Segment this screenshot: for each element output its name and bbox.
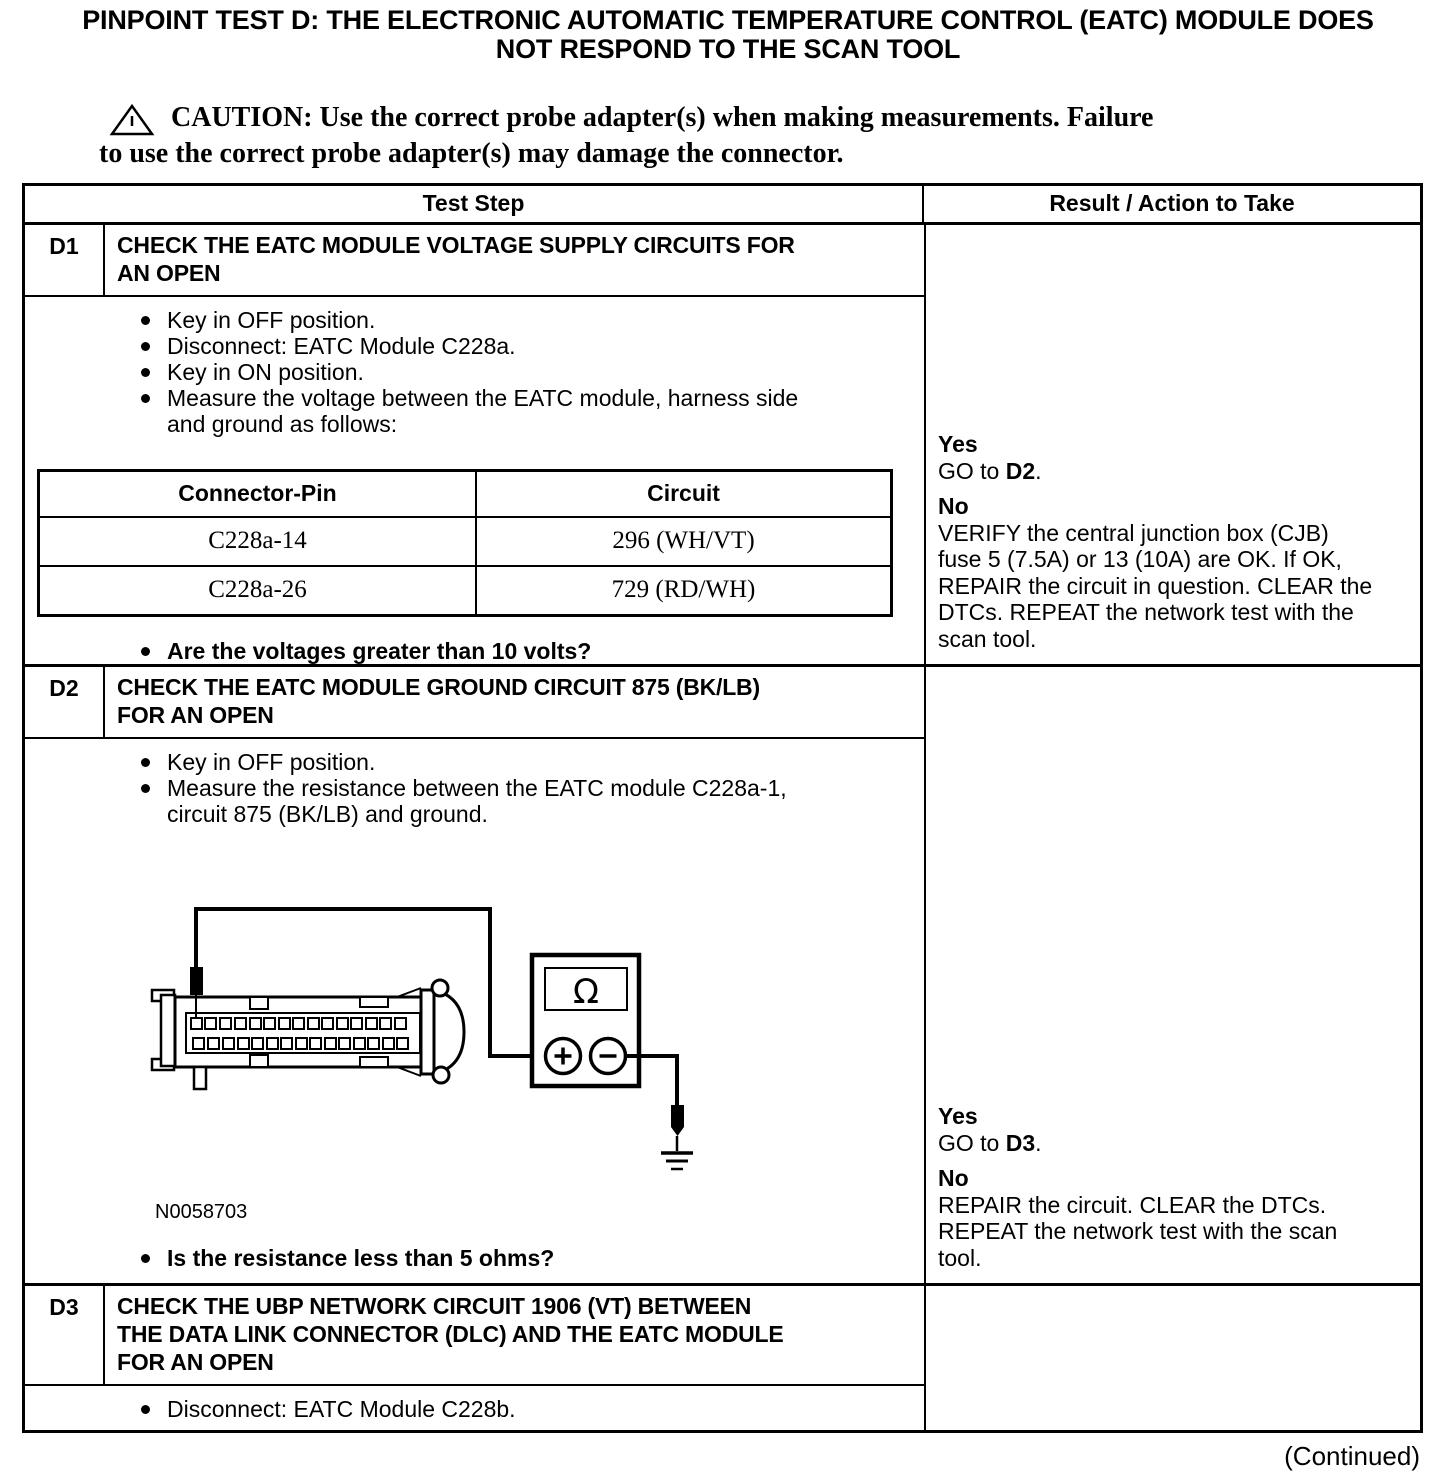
step-d1-id: D1 [25, 225, 105, 297]
instruction-bullet: Key in ON position. [167, 359, 924, 385]
result-yes-action: GO to D2. [938, 457, 1042, 484]
caution-text-line-2: to use the correct probe adapter(s) may damage the connector. [99, 138, 844, 169]
step-d3-result-cell [924, 1286, 1420, 1430]
result-no-action: REPAIR the circuit. CLEAR the DTCs. REPEAT the network test with the scan tool. [938, 1191, 1338, 1271]
instruction-bullet: Disconnect: EATC Module C228a. [167, 333, 924, 359]
step-d1-row [25, 225, 1420, 667]
result-column-header: Result / Action to Take [1049, 190, 1295, 216]
step-d2-instructions [25, 739, 924, 1283]
table-row: C228a-26 729 (RD/WH) [40, 565, 890, 614]
page-title-line-2: NOT RESPOND TO THE SCAN TOOL [495, 34, 961, 64]
step-d2-title: CHECK THE EATC MODULE GROUND CIRCUIT 875 (BK/LB) FOR AN OPEN [105, 667, 924, 739]
step-d1-question: Are the voltages greater than 10 volts? [167, 638, 924, 664]
result-yes-label: Yes [938, 431, 978, 457]
step-d3-title: CHECK THE UBP NETWORK CIRCUIT 1906 (VT) BETWEEN THE DATA LINK CONNECTOR (DLC) AND THE EATC MODULE FOR AN OPEN [105, 1286, 924, 1386]
continued-note: (Continued) [1284, 1441, 1420, 1471]
harness-connector [152, 980, 464, 1089]
step-d3-row [25, 1286, 1420, 1430]
instruction-bullet: Measure the voltage between the EATC module, harness side and ground as follows: [167, 385, 924, 437]
step-d1-title: CHECK THE EATC MODULE VOLTAGE SUPPLY CIRCUITS FOR AN OPEN [105, 225, 924, 297]
connector-pin-header: Connector-Pin [40, 472, 477, 516]
table-header-row [25, 186, 1420, 225]
minus-terminal [591, 1039, 626, 1074]
table-row: C228a-14 296 (WH/VT) [40, 516, 890, 565]
page-title [0, 0, 1456, 64]
figure-number: N0058703 [155, 1201, 248, 1223]
step-d2-question: Is the resistance less than 5 ohms? [167, 1245, 924, 1271]
connector-pin-table-header [40, 472, 890, 516]
instruction-bullet: Disconnect: EATC Module C228b. [167, 1396, 924, 1422]
caution-text-line-1: CAUTION: Use the correct probe adapter(s) when making measurements. Failure [171, 102, 1154, 133]
step-d3-instructions [25, 1386, 924, 1430]
instruction-bullet: Measure the resistance between the EATC module C228a-1, circuit 875 (BK/LB) and ground. [167, 775, 924, 827]
circuit-header: Circuit [647, 480, 720, 506]
step-d2-row [25, 667, 1420, 1286]
step-d1-result-cell [924, 225, 1420, 664]
result-no-label: No [938, 1165, 969, 1191]
step-d2-result-cell [924, 667, 1420, 1283]
plus-terminal [546, 1039, 581, 1074]
resistance-measurement-figure [140, 897, 720, 1187]
ground-symbol [661, 1153, 693, 1169]
step-d1-instructions [25, 297, 924, 664]
caution-note [99, 101, 1336, 170]
warning-triangle-icon [109, 103, 155, 137]
step-d3-id: D3 [25, 1286, 105, 1386]
instruction-bullet: Key in OFF position. [167, 307, 924, 333]
result-no-action: VERIFY the central junction box (CJB) fuse 5 (7.5A) or 13 (10A) are OK. If OK, REPAIR the circuit in question. CLEAR the DTCs. REPEAT the network test with the scan tool. [938, 519, 1373, 652]
multimeter [532, 955, 639, 1086]
page-title-line-1: PINPOINT TEST D: THE ELECTRONIC AUTOMATIC TEMPERATURE CONTROL (EATC) MODULE DOES [82, 5, 1374, 35]
ohm-symbol: Ω [573, 972, 599, 1012]
result-yes-action: GO to D3. [938, 1129, 1042, 1156]
pinpoint-test-table [22, 183, 1423, 1433]
step-d2-id: D2 [25, 667, 105, 739]
test-step-column-header: Test Step [25, 186, 924, 222]
connector-pin-table [37, 469, 893, 617]
instruction-bullet: Key in OFF position. [167, 749, 924, 775]
result-no-label: No [938, 493, 969, 519]
result-yes-label: Yes [938, 1103, 978, 1129]
